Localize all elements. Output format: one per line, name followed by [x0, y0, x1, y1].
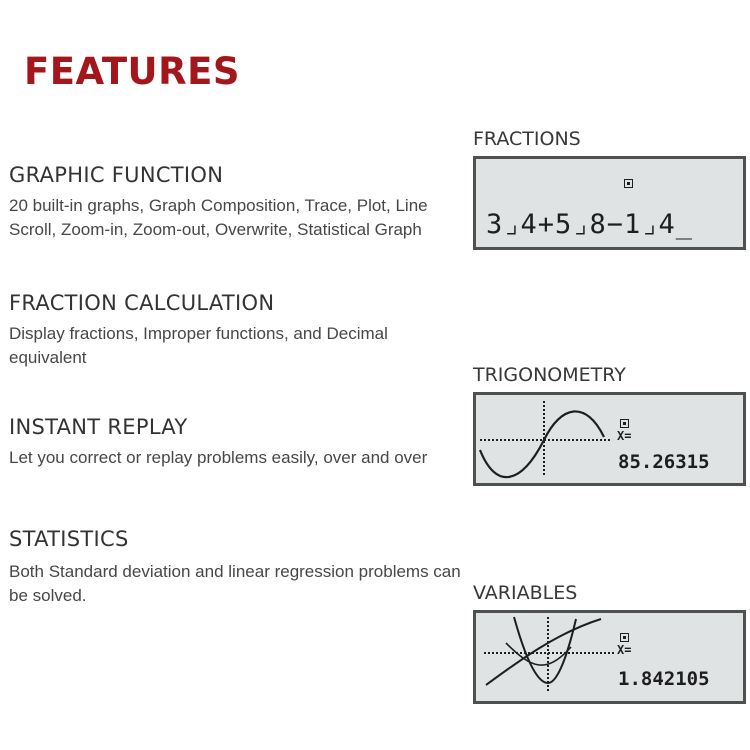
- feature-instant-replay: [9, 414, 464, 470]
- feature-description: Let you correct or replay problems easily, over and over: [9, 448, 428, 467]
- variables-value: 1.842105: [618, 668, 710, 690]
- fractions-panel: [473, 128, 746, 250]
- feature-fraction-calculation: [9, 290, 464, 370]
- trigonometry-value: 85.26315: [618, 451, 710, 473]
- feature-description: Display fractions, Improper functions, and Decimal equivalent: [9, 324, 388, 367]
- mode-indicator-icon: [624, 179, 633, 188]
- feature-description: 20 built-in graphs, Graph Composition, Trace, Plot, Line Scroll, Zoom-in, Zoom-out, Overwrite, Statistical Graph: [9, 196, 428, 239]
- trigonometry-label: TRIGONOMETRY: [473, 364, 626, 386]
- feature-statistics: [9, 526, 464, 608]
- mode-indicator-icon: [620, 419, 629, 428]
- feature-heading: STATISTICS: [9, 527, 129, 551]
- page-title: FEATURES: [24, 50, 241, 93]
- variables-panel: [473, 582, 746, 704]
- feature-heading: FRACTION CALCULATION: [9, 291, 275, 315]
- feature-heading: GRAPHIC FUNCTION: [9, 163, 224, 187]
- variables-lcd-screen: [473, 610, 746, 704]
- mode-indicator-icon: [620, 633, 629, 642]
- fractions-label: FRACTIONS: [473, 128, 581, 150]
- fractions-display: 3⌟4+5⌟8−1⌟4_: [486, 209, 694, 240]
- feature-graphic-function: [9, 162, 464, 242]
- feature-description: Both Standard deviation and linear regression problems can be solved.: [9, 562, 461, 605]
- x-label: X=: [617, 643, 632, 657]
- variables-label: VARIABLES: [473, 582, 578, 604]
- trigonometry-lcd-screen: [473, 392, 746, 486]
- x-label: X=: [617, 429, 632, 443]
- trigonometry-panel: [473, 364, 746, 486]
- fractions-lcd-screen: [473, 156, 746, 250]
- feature-heading: INSTANT REPLAY: [9, 415, 188, 439]
